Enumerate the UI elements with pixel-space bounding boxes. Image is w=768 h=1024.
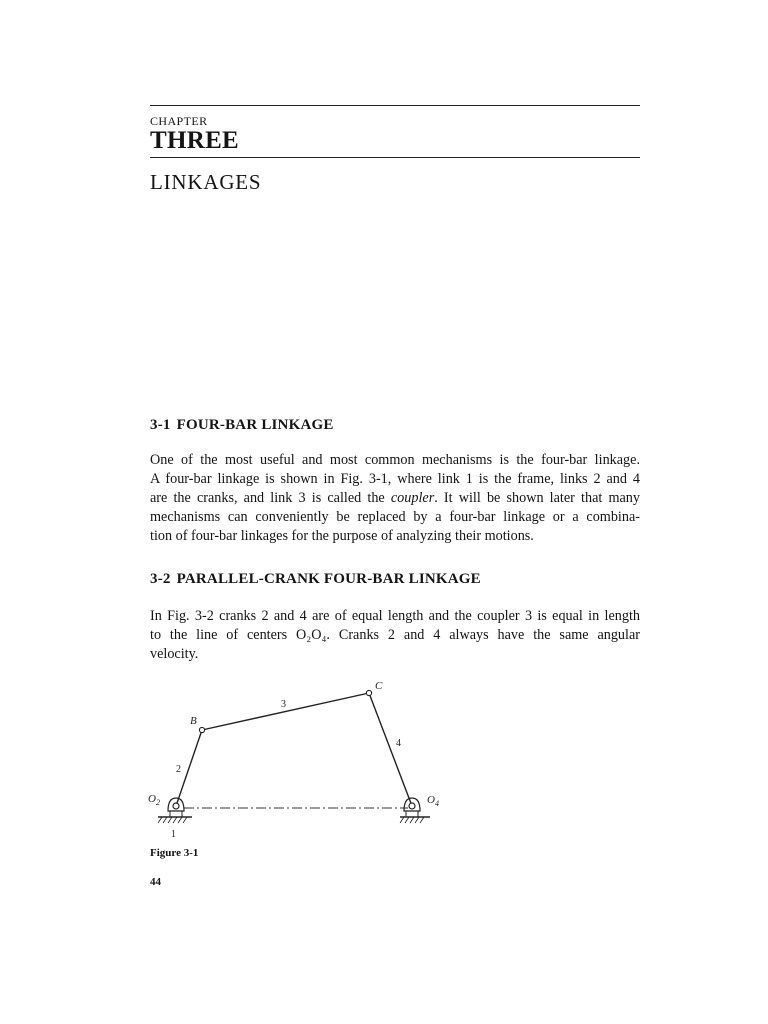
joint-o4 — [409, 803, 415, 809]
section-heading-3-1 — [150, 417, 334, 434]
chapter-number: THREE — [150, 127, 240, 154]
joint-label-o2-sub: 2 — [155, 798, 160, 807]
four-bar-linkage-diagram — [140, 672, 460, 842]
chapter-bottom-rule — [150, 157, 640, 158]
paragraph-line-text: are the cranks, and link 3 is called the coupler. It will be shown later that many — [150, 490, 640, 506]
joint-label-c: C — [375, 680, 383, 692]
link-label-4: 4 — [396, 738, 401, 749]
link-label-1: 1 — [171, 829, 176, 840]
paragraph-line-with-emphasis — [150, 489, 640, 508]
joint-c — [366, 690, 371, 695]
joint-b — [199, 727, 204, 732]
joint-label-o2 — [148, 793, 160, 807]
section-number: 3-2 — [150, 571, 171, 587]
link-4-crank — [369, 693, 412, 806]
paragraph-line: In Fig. 3-2 cranks 2 and 4 are of equal length and the coupler 3 is equal in length — [150, 608, 640, 624]
paragraph-line: mechanisms can conveniently be replaced by a four-bar linkage or a combina- — [150, 509, 640, 525]
joint-o2 — [173, 803, 179, 809]
figure-caption: Figure 3-1 — [150, 847, 199, 859]
paragraph-parallel-crank — [150, 607, 640, 664]
paragraph-line: One of the most useful and most common mechanisms is the four-bar linkage. — [150, 452, 640, 468]
section-number: 3-1 — [150, 417, 171, 433]
link-label-2: 2 — [176, 764, 181, 775]
chapter-label: CHAPTER — [150, 114, 208, 128]
section-title: PARALLEL-CRANK FOUR-BAR LINKAGE — [176, 571, 481, 587]
joint-label-o2-main: O — [148, 793, 156, 805]
paragraph-line: to the line of centers O₂O₄. Cranks 2 and 4 always have the same angular — [150, 627, 640, 643]
chapter-title: LINKAGES — [150, 170, 262, 194]
ground-support-o4 — [400, 798, 430, 823]
page-number: 44 — [150, 876, 161, 888]
section-heading-3-2 — [150, 571, 481, 588]
link-label-3: 3 — [281, 699, 286, 710]
section-title: FOUR-BAR LINKAGE — [176, 417, 334, 433]
paragraph-line: tion of four-bar linkages for the purpose of analyzing their motions. — [150, 528, 534, 544]
joint-label-b: B — [190, 715, 197, 727]
emphasis-coupler: coupler — [390, 490, 435, 506]
paragraph-four-bar-linkage — [150, 451, 640, 546]
joint-label-o4-main: O — [427, 794, 435, 806]
paragraph-line: A four-bar linkage is shown in Fig. 3-1, where link 1 is the frame, links 2 and 4 — [150, 471, 640, 487]
ground-support-o2 — [155, 798, 192, 823]
joint-label-o4-sub: 4 — [434, 799, 439, 808]
paragraph-line: velocity. — [150, 646, 199, 662]
joint-label-o4 — [427, 794, 439, 808]
chapter-top-rule — [150, 105, 640, 106]
